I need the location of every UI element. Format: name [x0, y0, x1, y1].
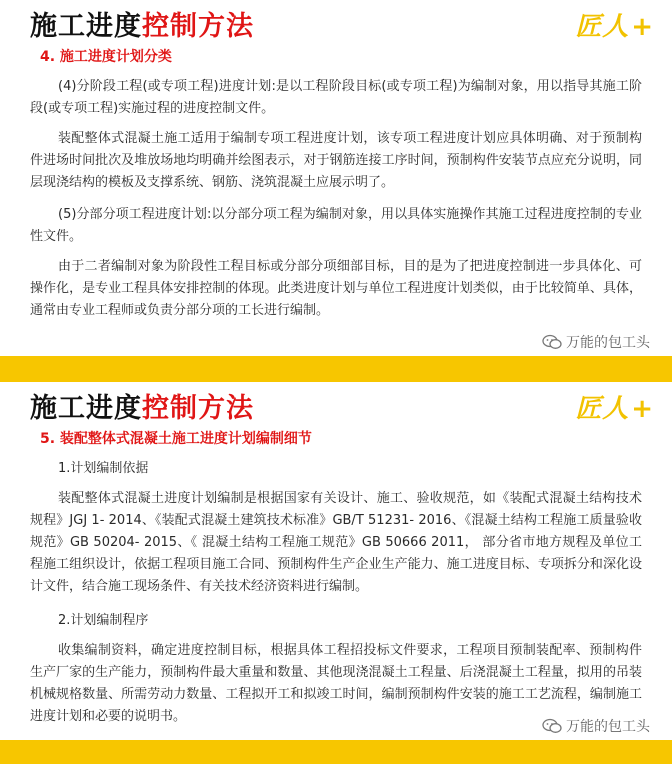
paragraph-heading: 1.计划编制依据 — [58, 461, 149, 476]
section-subtitle: 4. 施工进度计划分类 — [40, 49, 172, 65]
divider-band — [0, 356, 672, 382]
watermark: 万能的包工头 — [542, 716, 650, 736]
paragraph: 装配整体式混凝土施工适用于编制专项工程进度计划，该专项工程进度计划应具体明确、对于预制构件进场时间批次及堆放场地均明确并绘图表示，对于钢筋连接工序时间，预制构件安装节点应充分说明，同层现浇结构的模板及支撑系统、钢筋、浇筑混凝土应展示明了。 — [30, 131, 642, 190]
slide-title: 施工进度控制方法 — [30, 393, 254, 424]
paragraph: 收集编制资料，确定进度控制目标，根据具体工程招投标文件要求，工程项目预制装配率、预制构件生产厂家的生产能力，预制构件最大重量和数量、其他现浇混凝土工程量、后浇混凝土工程量，拟用的吊装机械规格数量、所需劳动力数量、工程拟开工和拟竣工时间，编制预制构件安装的施工工艺流程，编制施工进度计划和必要的说明书。 — [30, 643, 642, 724]
brand-logo: 匠人+ — [575, 394, 654, 424]
wechat-icon — [542, 718, 562, 734]
divider-band — [0, 740, 672, 764]
slide-title: 施工进度控制方法 — [30, 11, 254, 42]
wechat-icon — [542, 334, 562, 350]
brand-logo: 匠人+ — [575, 12, 654, 42]
section-subtitle: 5. 装配整体式混凝土施工进度计划编制细节 — [40, 431, 312, 447]
slide-1 — [0, 0, 672, 356]
paragraph-heading: 2.计划编制程序 — [58, 613, 149, 628]
slide-2 — [0, 382, 672, 740]
paragraph: 装配整体式混凝土进度计划编制是根据国家有关设计、施工、验收规范，如《装配式混凝土结构技术规程》JGJ 1- 2014、《装配式混凝土建筑技术标准》GB/T 51231- 2016、《混凝土结构工程施工质量验收规范》GB 50204- 2015、《 混凝土结构工程施工规范》GB 50666 2011， 部分省市地方规程及单位工程施工组织设计，依据工程项目施工合同、预制构件生产企业生产能力、施工进度目标、专项拆分和深化设计文件，结合施工现场条件、有关技术经济资料进行编制。 — [30, 491, 642, 594]
watermark: 万能的包工头 — [542, 332, 650, 352]
paragraph: 由于二者编制对象为阶段性工程目标或分部分项细部目标，目的是为了把进度控制进一步具体化、可操作化，是专业工程具体安排控制的体现。此类进度计划与单位工程进度计划类似，由于比较简单、具体，通常由专业工程师或负责分部分项的工长进行编制。 — [30, 259, 642, 318]
paragraph: (5)分部分项工程进度计划:以分部分项工程为编制对象，用以具体实施操作其施工过程进度控制的专业性文件。 — [30, 207, 642, 244]
paragraph: (4)分阶段工程(或专项工程)进度计划:是以工程阶段目标(或专项工程)为编制对象，用以指导其施工阶段(或专项工程)实施过程的进度控制文件。 — [30, 79, 642, 116]
